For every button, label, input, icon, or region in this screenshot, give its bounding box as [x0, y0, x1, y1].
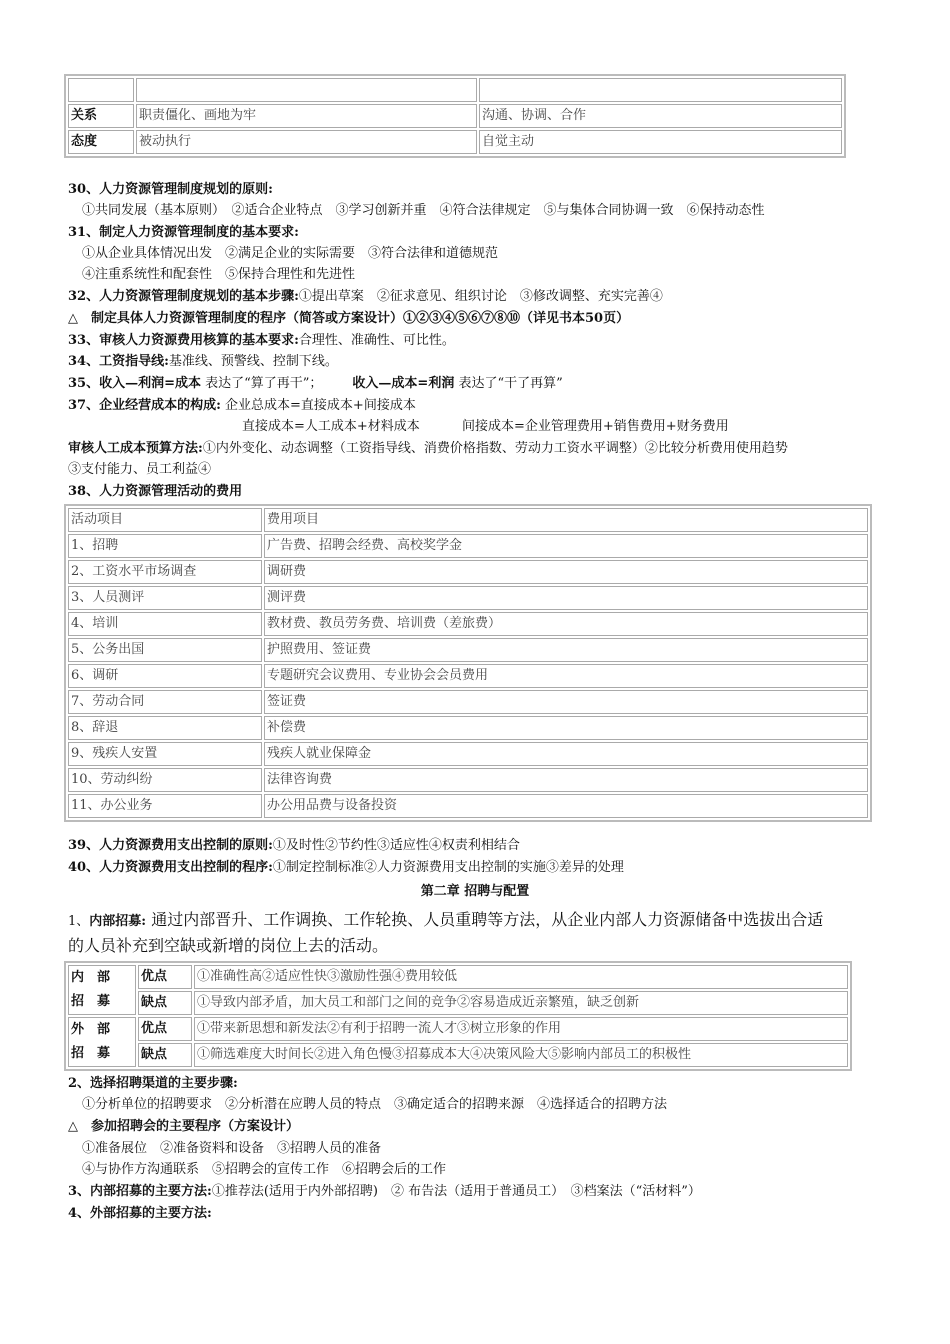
activity-cell: 5、公务出国: [68, 638, 262, 662]
table-cell-label: 态度: [68, 130, 134, 154]
item-38-title: 38、人力资源管理活动的费用: [68, 484, 243, 499]
table-row: [68, 638, 868, 662]
table-cell: 沟通、协调、合作: [479, 104, 842, 128]
table-row: [68, 742, 868, 766]
item-39-body: ①及时性②节约性③适应性④权责利相结合: [272, 838, 520, 853]
audit-body: ①内外变化、动态调整（工资指导线、消费价格指数、劳动力工资水平调整）②比较分析费用使用趋势: [202, 441, 788, 456]
cost-cell: 办公用品费与设备投资: [264, 794, 868, 818]
external-con-cell: ①筛选难度大时间长②进入角色慢③招募成本大④决策风险大⑤影响内部员工的积极性: [194, 1043, 848, 1067]
item-34: [68, 352, 338, 372]
table-cell: [136, 78, 477, 102]
item-31-title: [68, 223, 299, 243]
activity-cell: 7、劳动合同: [68, 690, 262, 714]
item-37-title: 37、企业经营成本的构成:: [68, 398, 221, 413]
activity-cell: 6、调研: [68, 664, 262, 688]
table-row: [68, 794, 868, 818]
table-row: [68, 534, 868, 558]
c2-body: ①分析单位的招聘要求 ②分析潜在应聘人员的特点 ③确定适合的招聘来源 ④选择适合的招聘方法: [82, 1097, 668, 1112]
table-header-cell: 活动项目: [68, 508, 262, 532]
table-row: [68, 612, 868, 636]
c4-title: 4、外部招募的主要方法:: [68, 1206, 212, 1221]
table-row: [68, 965, 848, 989]
item-37-body-1: 企业总成本=直接成本+间接成本: [225, 398, 416, 413]
item-31-body-1: ①从企业具体情况出发 ②满足企业的实际需要 ③符合法律和道德规范: [82, 246, 499, 261]
table-cell: [479, 78, 842, 102]
cost-table: [64, 504, 872, 822]
label-line: 外 部: [71, 1022, 111, 1037]
pro-label: 优点: [138, 965, 192, 989]
table-row: [68, 78, 842, 102]
activity-cell: 1、招聘: [68, 534, 262, 558]
table-row: [68, 1043, 848, 1067]
c1-number: 1、: [68, 914, 90, 929]
table-row: [68, 1017, 848, 1041]
activity-cell: 3、人员测评: [68, 586, 262, 610]
audit-body-2: ③支付能力、员工利益④: [68, 462, 212, 477]
cost-cell: 测评费: [264, 586, 868, 610]
cost-cell: 专题研究会议费用、专业协会会员费用: [264, 664, 868, 688]
item-40: [68, 858, 624, 878]
table-cell: 职责僵化、画地为牢: [136, 104, 477, 128]
pro-label: 优点: [138, 1017, 192, 1041]
item-37: [68, 396, 416, 416]
item-35: [68, 374, 563, 394]
con-label: 缺点: [138, 991, 192, 1015]
item-31-body-2: ④注重系统性和配套性 ⑤保持合理性和先进性: [82, 267, 356, 282]
item-40-title: 40、人力资源费用支出控制的程序:: [68, 860, 273, 875]
item-39-title: 39、人力资源费用支出控制的原则:: [68, 838, 273, 853]
activity-cell: 8、辞退: [68, 716, 262, 740]
internal-pro-cell: ①准确性高②适应性快③激励性强④费用较低: [194, 965, 848, 989]
activity-cell: 11、办公业务: [68, 794, 262, 818]
label-line: 招 募: [71, 1046, 111, 1061]
external-recruit-label: [68, 1017, 136, 1067]
item-33-title: 33、审核人力资源费用核算的基本要求:: [68, 333, 299, 348]
item-33-body: 合理性、准确性、可比性。: [298, 333, 455, 348]
table-header-cell: 费用项目: [264, 508, 868, 532]
item-30-body: ①共同发展（基本原则） ②适合企业特点 ③学习创新并重 ④符合法律规定 ⑤与集体合同协调一致 ⑥保持动态性: [82, 203, 765, 218]
activity-cell: 4、培训: [68, 612, 262, 636]
table-row: [68, 104, 842, 128]
d2-body-2: ④与协作方沟通联系 ⑤招聘会的宣传工作 ⑥招聘会后的工作: [82, 1162, 447, 1177]
cost-cell: 法律咨询费: [264, 768, 868, 792]
table-row: [68, 130, 842, 154]
table-cell: 被动执行: [136, 130, 477, 154]
item-30-title: 30、人力资源管理制度规划的原则:: [68, 182, 273, 197]
c3-body: ①推荐法(适用于内外部招聘) ② 布告法（适用于普通员工） ③档案法（“活材料”）: [211, 1184, 701, 1199]
table-cell-label: 关系: [68, 104, 134, 128]
table-header-row: [68, 508, 868, 532]
activity-cell: 2、工资水平市场调查: [68, 560, 262, 584]
c1-title: 内部招募:: [89, 914, 147, 929]
activity-cell: 9、残疾人安置: [68, 742, 262, 766]
internal-recruit-label: [68, 965, 136, 1015]
internal-con-cell: ①导致内部矛盾，加大员工和部门之间的竞争②容易造成近亲繁殖，缺乏创新: [194, 991, 848, 1015]
cost-cell: 教材费、教员劳务费、培训费（差旅费）: [264, 612, 868, 636]
item-37-body-2: 直接成本=人工成本+材料成本: [242, 419, 420, 434]
item-34-title: 34、工资指导线:: [68, 354, 169, 369]
chapter2-item-3: [68, 1182, 701, 1202]
cost-cell: 残疾人就业保障金: [264, 742, 868, 766]
table-row: [68, 560, 868, 584]
item-35-a-title: 35、收入—利润=成本: [68, 376, 201, 391]
cost-cell: 补偿费: [264, 716, 868, 740]
delta-1: △ 制定具体人力资源管理制度的程序（简答或方案设计）①②③④⑤⑥⑦⑧⑩（详见书本50页）: [68, 311, 630, 326]
item-34-body: 基准线、预警线、控制下线。: [168, 354, 338, 369]
table-cell: [68, 78, 134, 102]
table-row: [68, 690, 868, 714]
item-35-b-body: 表达了“干了再算”: [458, 376, 563, 391]
label-line: 招 募: [71, 994, 111, 1009]
activity-cell: 10、劳动纠纷: [68, 768, 262, 792]
top-comparison-table: [64, 74, 846, 158]
c3-title: 3、内部招募的主要方法:: [68, 1184, 212, 1199]
item-37-body-3: 间接成本=企业管理费用+销售费用+财务费用: [462, 419, 729, 434]
cost-cell: 调研费: [264, 560, 868, 584]
label-line: 内 部: [71, 970, 111, 985]
table-row: [68, 768, 868, 792]
item-32: [68, 287, 663, 307]
cost-cell: 广告费、招聘会经费、高校奖学金: [264, 534, 868, 558]
table-cell: 自觉主动: [479, 130, 842, 154]
item-40-body: ①制定控制标准②人力资源费用支出控制的实施③差异的处理: [272, 860, 624, 875]
item-32-title: 32、人力资源管理制度规划的基本步骤:: [68, 289, 299, 304]
d2-body-1: ①准备展位 ②准备资料和设备 ③招聘人员的准备: [82, 1141, 382, 1156]
c2-title: 2、选择招聘渠道的主要步骤:: [68, 1076, 238, 1091]
c1-body-1: 通过内部晋升、工作调换、工作轮换、人员重聘等方法，从企业内部人力资源储备中选拔出合适: [151, 910, 824, 929]
item-35-b-title: 收入—成本=利润: [352, 376, 455, 391]
table-row: [68, 991, 848, 1015]
item-39: [68, 836, 520, 856]
chapter-title: 第二章 招聘与配置: [420, 884, 530, 899]
table-row: [68, 664, 868, 688]
cost-cell: 签证费: [264, 690, 868, 714]
item-33: [68, 331, 455, 351]
table-row: [68, 586, 868, 610]
table-row: [68, 716, 868, 740]
item-31-title-text: 31、制定人力资源管理制度的基本要求:: [68, 225, 299, 240]
item-35-a-body: 表达了“算了再干”；: [205, 376, 323, 391]
audit-method: [68, 439, 788, 459]
audit-title: 审核人工成本预算方法:: [68, 441, 203, 456]
cost-cell: 护照费用、签证费: [264, 638, 868, 662]
recruit-comparison-table: [64, 961, 852, 1071]
external-pro-cell: ①带来新思想和新发法②有利于招聘一流人才③树立形象的作用: [194, 1017, 848, 1041]
item-32-body: ①提出草案 ②征求意见、组织讨论 ③修改调整、充实完善④: [298, 289, 663, 304]
chapter2-item-1: [68, 908, 823, 934]
delta-2: △ 参加招聘会的主要程序（方案设计）: [68, 1119, 299, 1134]
c1-body-2: 的人员补充到空缺或新增的岗位上去的活动。: [68, 936, 389, 955]
con-label: 缺点: [138, 1043, 192, 1067]
